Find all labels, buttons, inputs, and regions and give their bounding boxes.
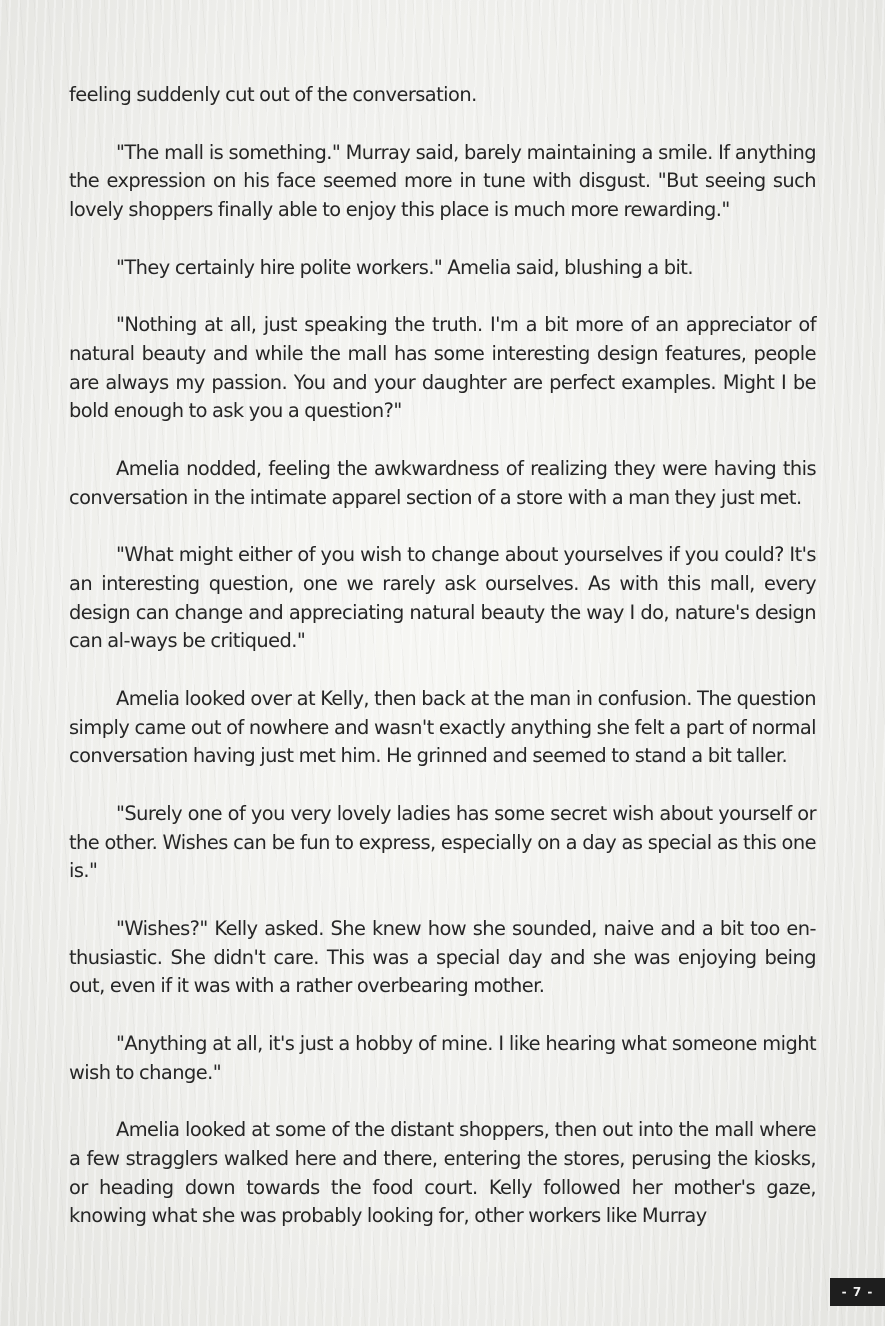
page-number-badge: - 7 - <box>830 1278 885 1306</box>
paragraph-2: "The mall is something." Murray said, barely maintaining a smile. If anything the expression on his face seemed more in tune with disgust. "But seeing such lovely shoppers finally able to enjoy this place is much more rewarding." <box>69 140 816 221</box>
paragraph-1: feeling suddenly cut out of the conversation. <box>69 83 477 106</box>
paragraph-4: "Nothing at all, just speaking the truth. I'm a bit more of an appreciator of natural beauty and while the mall has some interesting design features, people are always my passion. You and your daughter are perfect examples. Might I be bold enough to ask you a question?" <box>69 313 816 423</box>
paragraph-6: "What might either of you wish to change about yourselves if you could? It's an interesting question, one we rarely ask ourselves. As with this mall, every design can change and appreciating natural beauty the way I do, nature's design can al-ways be critiqued." <box>69 543 816 653</box>
paragraph-9: "Wishes?" Kelly asked. She knew how she sounded, naive and a bit too en-thusiastic. She didn't care. This was a special day and she was enjoying being out, even if it was with a rather overbearing mother. <box>69 916 816 998</box>
paragraph-5: Amelia nodded, feeling the awkwardness of realizing they were having this conversation in the intimate apparel section of a store with a man they just met. <box>69 456 816 509</box>
paragraph-11: Amelia looked at some of the distant shoppers, then out into the mall where a few stragglers walked here and there, entering the stores, perusing the kiosks, or heading down towards the food court. Kelly followed her mother's gaze, knowing what she was probably looking for, other workers like Murray <box>69 1118 816 1228</box>
paragraph-7: Amelia looked over at Kelly, then back at the man in confusion. The question simply came out of nowhere and wasn't exactly anything she felt a part of normal conversation having just met him. He grinned and seemed to stand a bit taller. <box>69 686 816 768</box>
paragraph-10: "Anything at all, it's just a hobby of mine. I like hearing what someone might wish to change." <box>69 1031 816 1084</box>
paragraph-3: "They certainly hire polite workers." Amelia said, blushing a bit. <box>116 255 693 279</box>
story-text <box>69 81 816 1231</box>
paragraph-8: "Surely one of you very lovely ladies has some secret wish about yourself or the other. Wishes can be fun to express, especially on a day as special as this one is." <box>69 801 816 883</box>
